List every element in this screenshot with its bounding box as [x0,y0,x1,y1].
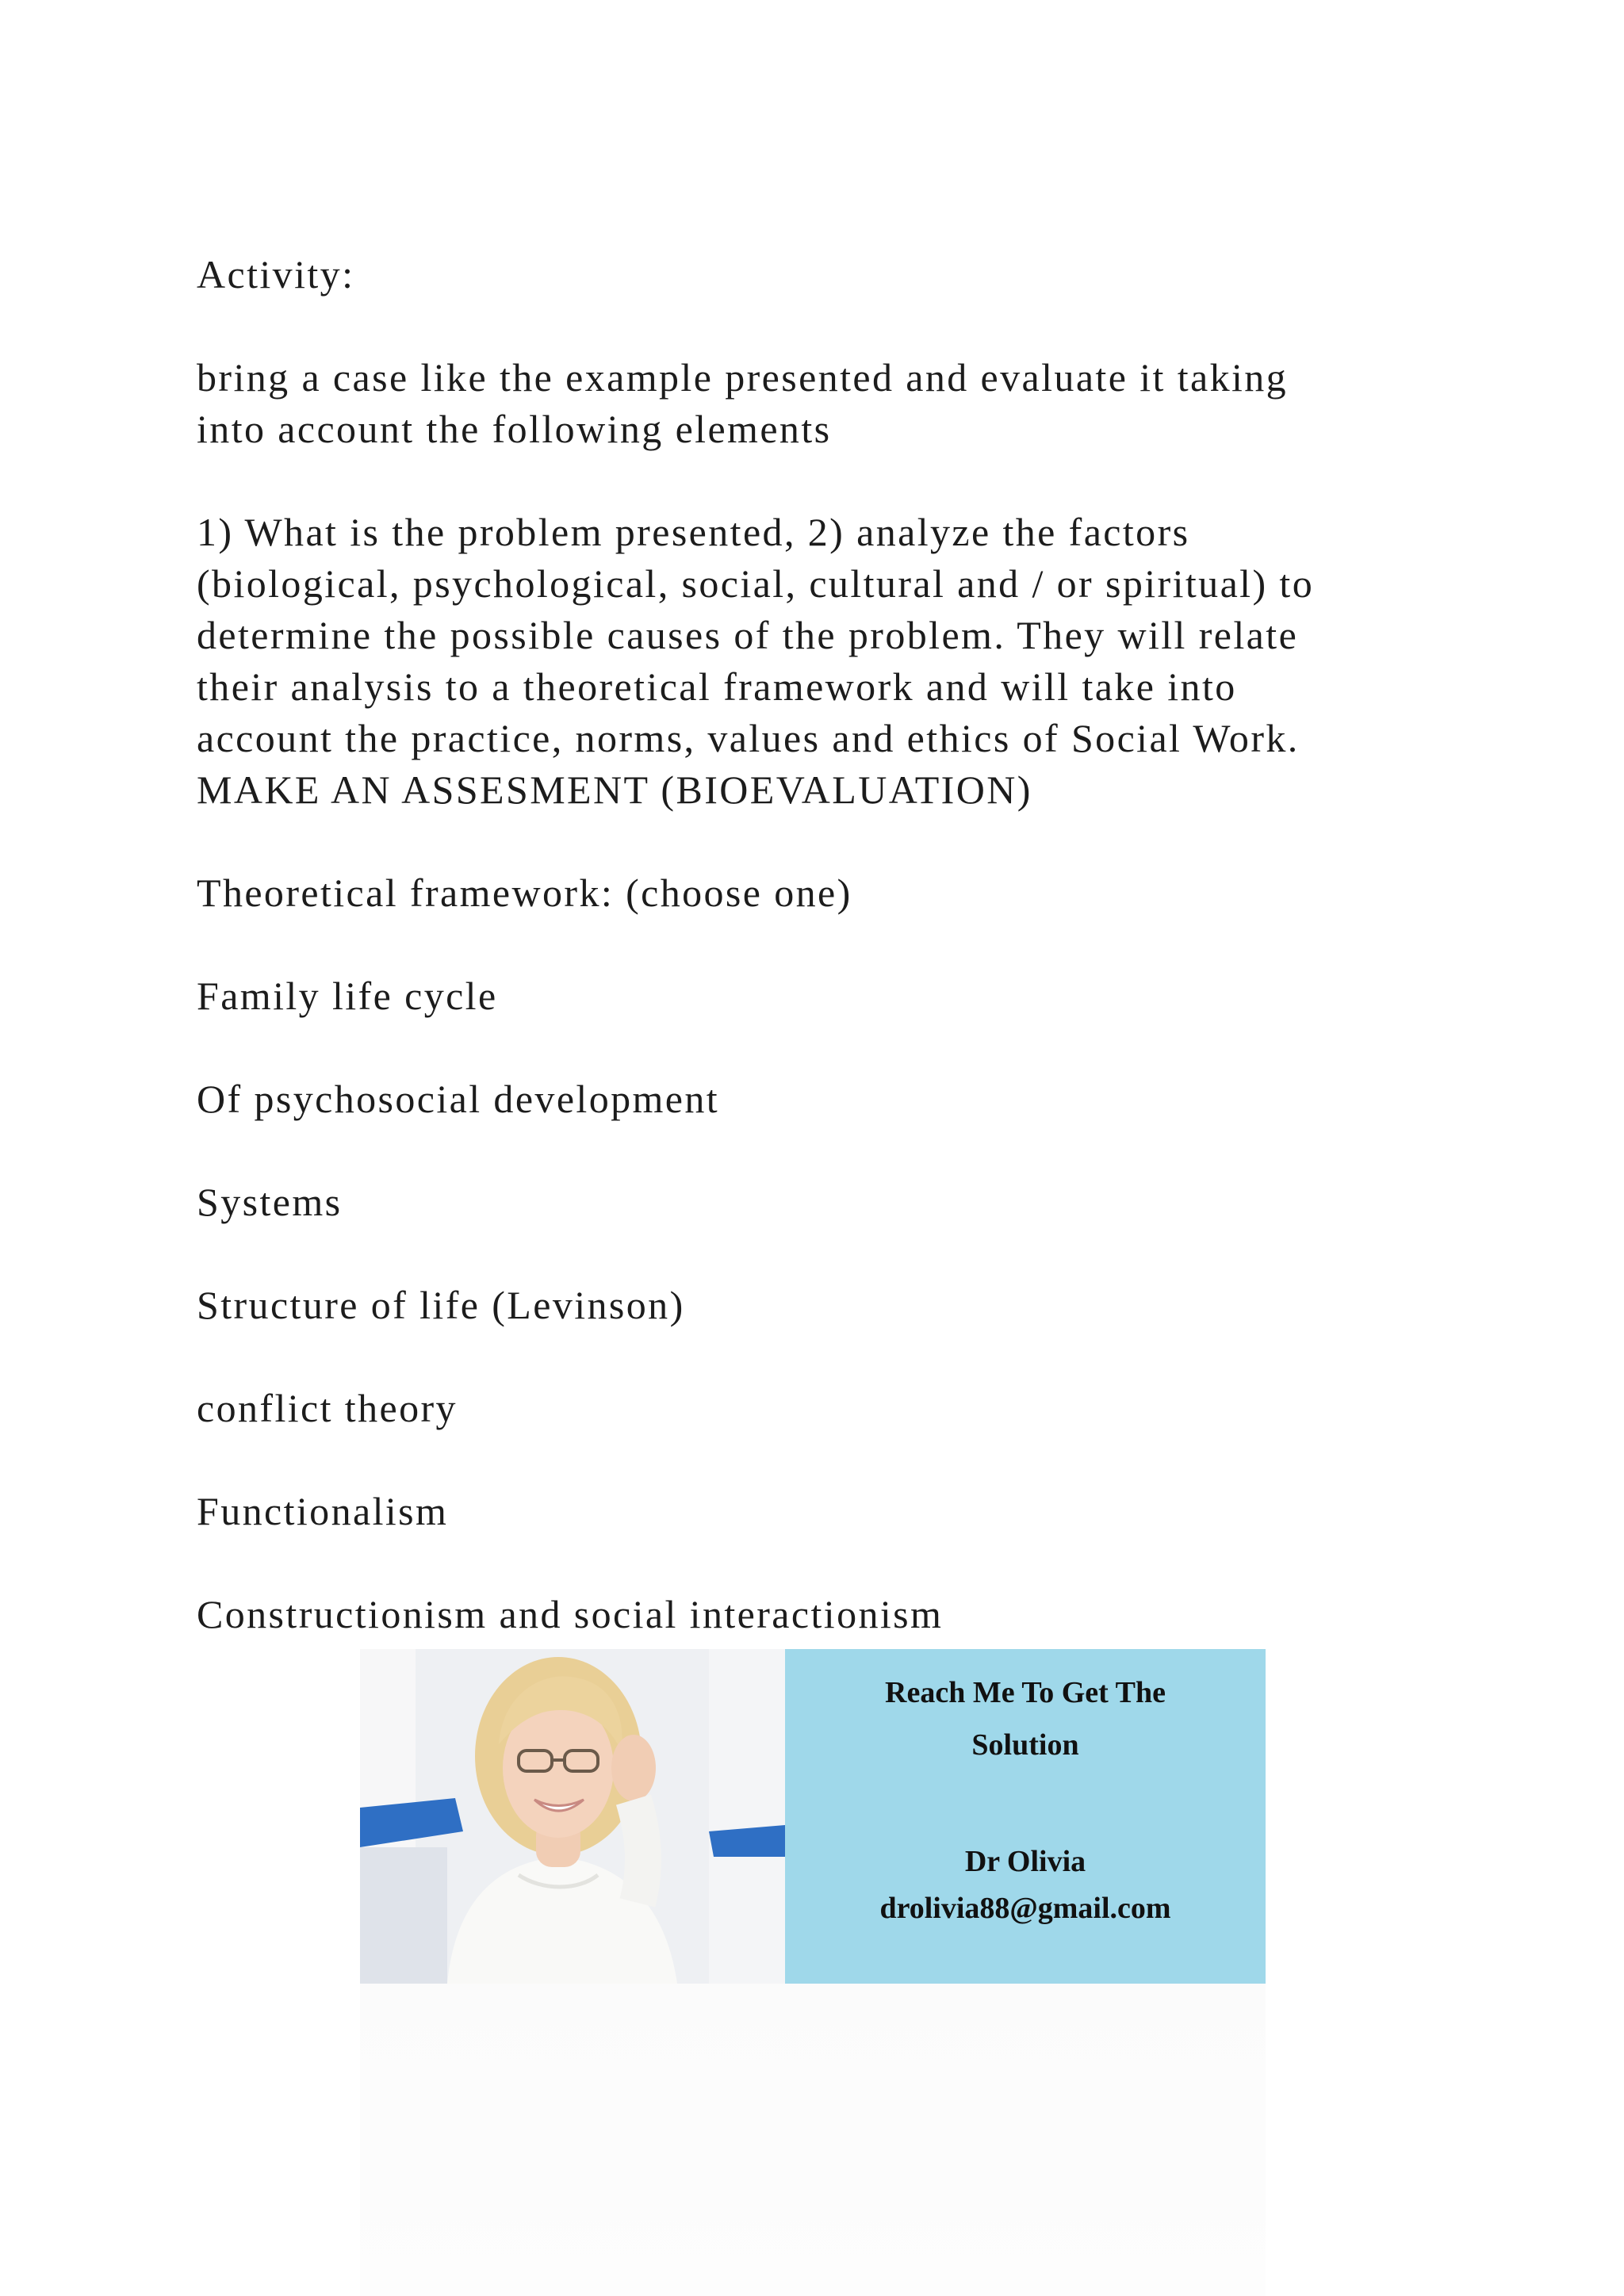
framework-option: Of psychosocial development [197,1077,720,1121]
task-line: 1) What is the problem presented, 2) analyze the factors [197,510,1190,554]
task-line: (biological, psychological, social, cultural and / or spiritual) to [197,561,1315,606]
blank-line [197,1228,1434,1280]
framework-option: Systems [197,1180,343,1224]
framework-option: Family life cycle [197,974,498,1018]
task-line: determine the possible causes of the problem. They will relate [197,613,1299,657]
task-line: account the practice, norms, values and ethics of Social Work. [197,716,1300,760]
blank-line [197,1434,1434,1486]
framework-option: conflict theory [197,1386,458,1430]
contact-email[interactable]: drolivia88@gmail.com [879,1892,1171,1925]
document-body [197,249,1434,1640]
instruction-line: into account the following elements [197,407,832,451]
task-line: MAKE AN ASSESMENT (BIOEVALUATION) [197,767,1032,812]
framework-heading: Theoretical framework: (choose one) [197,871,852,915]
task-line: their analysis to a theoretical framework and will take into [197,664,1237,709]
blank-line [197,1022,1434,1073]
blank-line [197,919,1434,970]
contact-name: Dr Olivia [964,1845,1086,1878]
banner-contact-panel [785,1649,1266,1984]
faded-image-area [360,1984,1266,2296]
woman-photo-illustration [360,1649,785,1984]
blank-line [197,455,1434,507]
contact-banner[interactable] [360,1649,1266,1984]
framework-option: Structure of life (Levinson) [197,1283,685,1327]
banner-headline-2: Solution [971,1728,1079,1762]
framework-option: Functionalism [197,1489,449,1533]
banner-photo [360,1649,785,1984]
blank-line [197,1537,1434,1589]
blank-line [197,816,1434,867]
banner-headline: Reach Me To Get The [885,1676,1166,1709]
activity-heading: Activity: [197,252,355,297]
blank-line [197,1331,1434,1383]
instruction-line: bring a case like the example presented and evaluate it taking [197,355,1289,400]
framework-option: Constructionism and social interactionism [197,1592,944,1636]
blank-line [197,1125,1434,1177]
blank-line [197,300,1434,352]
